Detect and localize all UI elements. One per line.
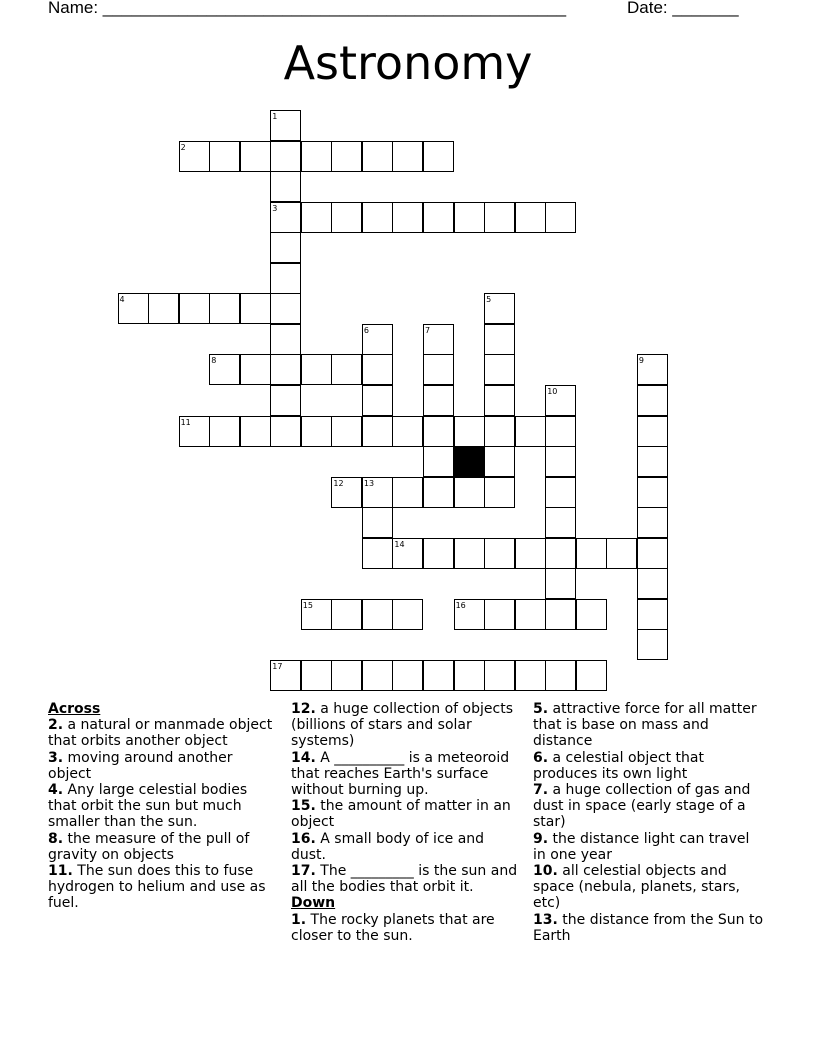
grid-cell[interactable]: [637, 599, 668, 630]
grid-cell[interactable]: [423, 354, 454, 385]
grid-cell[interactable]: [576, 660, 607, 691]
grid-cell[interactable]: [362, 416, 393, 447]
grid-cell[interactable]: [301, 599, 332, 630]
grid-cell[interactable]: [423, 385, 454, 416]
grid-cell[interactable]: [637, 385, 668, 416]
grid-cell[interactable]: [484, 660, 515, 691]
grid-cell[interactable]: [301, 202, 332, 233]
clue-down-1: 1. The rocky planets that are closer to the sun.: [291, 911, 495, 944]
puzzle-title: Astronomy: [283, 36, 533, 90]
grid-cell[interactable]: [331, 141, 362, 172]
grid-cell[interactable]: [515, 660, 546, 691]
grid-cell[interactable]: [454, 660, 485, 691]
clue-number: 10: [547, 386, 558, 396]
clue-number: 17: [272, 661, 283, 671]
grid-cell[interactable]: [270, 141, 301, 172]
grid-cell[interactable]: [484, 538, 515, 569]
grid-cell[interactable]: [545, 477, 576, 508]
clue-down-6: 6. a celestial object that produces its own light: [533, 749, 704, 782]
grid-cell[interactable]: [331, 660, 362, 691]
clues-column-3: [533, 701, 765, 944]
grid-cell[interactable]: [362, 507, 393, 538]
grid-cell[interactable]: [270, 171, 301, 202]
grid-cell[interactable]: [423, 477, 454, 508]
grid-cell[interactable]: [423, 324, 454, 355]
grid-cell[interactable]: [606, 538, 637, 569]
grid-cell[interactable]: [545, 568, 576, 599]
clue-number: 2: [180, 142, 186, 152]
grid-cell[interactable]: [545, 660, 576, 691]
clue-across-12: 12. a huge collection of objects (billions of stars and solar systems): [291, 701, 513, 750]
grid-cell[interactable]: [270, 660, 301, 691]
clue-number: 15: [302, 600, 313, 610]
grid-cell[interactable]: [362, 538, 393, 569]
grid-cell[interactable]: [484, 354, 515, 385]
grid-cell[interactable]: [118, 293, 149, 324]
grid-cell[interactable]: [240, 293, 271, 324]
grid-cell[interactable]: [209, 293, 240, 324]
grid-cell[interactable]: [179, 141, 210, 172]
grid-cell[interactable]: [270, 324, 301, 355]
clue-across-17: 17. The _________ is the sun and all the bodies that orbit it.: [291, 863, 518, 896]
clues-column-2: [291, 701, 523, 944]
clue-number: 6: [363, 325, 369, 335]
grid-cell[interactable]: [515, 416, 546, 447]
clues-column-1: [48, 701, 280, 912]
grid-cell[interactable]: [484, 446, 515, 477]
grid-cell[interactable]: [545, 202, 576, 233]
grid-cell[interactable]: [484, 324, 515, 355]
grid-cell[interactable]: [545, 538, 576, 569]
grid-cell[interactable]: [392, 141, 423, 172]
clue-across-4: 4. Any large celestial bodies that orbit the sun but much smaller than the sun.: [48, 782, 248, 831]
grid-cell[interactable]: [362, 385, 393, 416]
grid-cell[interactable]: [454, 538, 485, 569]
grid-cell[interactable]: [392, 599, 423, 630]
grid-cell[interactable]: [637, 477, 668, 508]
grid-cell[interactable]: [362, 202, 393, 233]
grid-cell[interactable]: [545, 507, 576, 538]
grid-cell[interactable]: [637, 354, 668, 385]
grid-cell[interactable]: [637, 629, 668, 660]
grid-cell[interactable]: [576, 538, 607, 569]
clue-across-14: 14. A __________ is a meteoroid that reaches Earth's surface without burning up.: [291, 749, 510, 799]
grid-cell[interactable]: [515, 202, 546, 233]
date-field[interactable]: Date: _______: [627, 0, 739, 17]
grid-cell[interactable]: [270, 354, 301, 385]
grid-cell[interactable]: [362, 599, 393, 630]
grid-cell[interactable]: [392, 538, 423, 569]
grid-cell[interactable]: [515, 599, 546, 630]
grid-cell[interactable]: [423, 416, 454, 447]
clue-across-2: 2. a natural or manmade object that orbits another object: [48, 717, 273, 750]
clue-across-11: 11. The sun does this to fuse hydrogen to helium and use as fuel.: [48, 863, 266, 912]
grid-cell[interactable]: [392, 202, 423, 233]
grid-cell[interactable]: [179, 416, 210, 447]
grid-cell[interactable]: [637, 538, 668, 569]
grid-cell[interactable]: [240, 354, 271, 385]
grid-cell[interactable]: [148, 293, 179, 324]
grid-cell[interactable]: [484, 416, 515, 447]
grid-cell[interactable]: [301, 416, 332, 447]
grid-cell[interactable]: [179, 293, 210, 324]
grid-cell[interactable]: [331, 354, 362, 385]
clue-down-10: 10. all celestial objects and space (nebula, planets, stars, etc): [533, 863, 740, 912]
clue-number: 9: [638, 356, 644, 366]
grid-cell[interactable]: [545, 385, 576, 416]
clue-number: 3: [272, 203, 278, 213]
down-heading: Down: [291, 895, 336, 912]
grid-cell[interactable]: [423, 538, 454, 569]
grid-cell[interactable]: [454, 599, 485, 630]
clue-number: 5: [486, 295, 492, 305]
grid-cell[interactable]: [484, 293, 515, 324]
grid-cell[interactable]: [637, 446, 668, 477]
grid-cell[interactable]: [637, 568, 668, 599]
grid-cell[interactable]: [270, 232, 301, 263]
grid-cell[interactable]: [270, 293, 301, 324]
grid-cell[interactable]: [392, 477, 423, 508]
grid-cell[interactable]: [270, 385, 301, 416]
grid-cell[interactable]: [331, 202, 362, 233]
grid-cell[interactable]: [545, 416, 576, 447]
clue-number: 4: [119, 295, 125, 305]
grid-cell[interactable]: [545, 446, 576, 477]
grid-cell[interactable]: [331, 416, 362, 447]
clue-number: 11: [180, 417, 191, 427]
grid-cell[interactable]: [637, 507, 668, 538]
grid-cell[interactable]: [484, 202, 515, 233]
grid-cell[interactable]: [454, 202, 485, 233]
grid-cell[interactable]: [331, 477, 362, 508]
grid-cell[interactable]: [454, 416, 485, 447]
name-field[interactable]: Name: _________________________________________________: [48, 0, 567, 17]
grid-cell[interactable]: [240, 416, 271, 447]
grid-cell[interactable]: [270, 416, 301, 447]
grid-cell[interactable]: [484, 477, 515, 508]
clue-number: 14: [394, 539, 405, 549]
grid-cell[interactable]: [209, 354, 240, 385]
grid-cell[interactable]: [484, 599, 515, 630]
clue-number: 7: [425, 325, 431, 335]
clue-down-13: 13. the distance from the Sun to Earth: [533, 911, 764, 944]
grid-cell[interactable]: [209, 416, 240, 447]
clue-number: 1: [272, 112, 278, 121]
grid-cell[interactable]: [209, 141, 240, 172]
grid-cell[interactable]: [423, 202, 454, 233]
grid-cell[interactable]: [362, 660, 393, 691]
black-square: [454, 446, 485, 477]
grid-cell[interactable]: [362, 141, 393, 172]
clue-across-3: 3. moving around another object: [48, 749, 233, 782]
clue-number: 8: [211, 356, 217, 366]
grid-cell[interactable]: [392, 660, 423, 691]
grid-cell[interactable]: [270, 110, 301, 141]
across-heading: Across: [48, 701, 101, 717]
grid-cell[interactable]: [423, 446, 454, 477]
grid-cell[interactable]: [362, 477, 393, 508]
grid-cell[interactable]: [270, 202, 301, 233]
grid-cell[interactable]: [301, 660, 332, 691]
grid-cell[interactable]: [240, 141, 271, 172]
grid-cell[interactable]: [423, 141, 454, 172]
clue-across-16: 16. A small body of ice and dust.: [291, 830, 485, 863]
grid-cell[interactable]: [545, 599, 576, 630]
clue-across-8: 8. the measure of the pull of gravity on objects: [48, 830, 250, 863]
grid-cell[interactable]: [454, 477, 485, 508]
clue-across-15: 15. the amount of matter in an object: [291, 798, 511, 831]
grid-cell[interactable]: [576, 599, 607, 630]
clue-down-5: 5. attractive force for all matter that is base on mass and distance: [533, 701, 757, 750]
grid-cell[interactable]: [515, 538, 546, 569]
clue-number: 12: [333, 478, 344, 488]
grid-cell[interactable]: [301, 141, 332, 172]
clue-down-7: 7. a huge collection of gas and dust in space (early stage of a star): [533, 782, 751, 831]
grid-cell[interactable]: [423, 660, 454, 691]
grid-cell[interactable]: [637, 416, 668, 447]
grid-cell[interactable]: [301, 354, 332, 385]
clue-number: 13: [363, 478, 375, 488]
clue-down-9: 9. the distance light can travel in one year: [533, 830, 750, 863]
grid-cell[interactable]: [484, 385, 515, 416]
grid-cell[interactable]: [392, 416, 423, 447]
clue-number: 16: [455, 600, 466, 610]
grid-cell[interactable]: [270, 263, 301, 294]
grid-cell[interactable]: [362, 354, 393, 385]
grid-cell[interactable]: [331, 599, 362, 630]
grid-cell[interactable]: [362, 324, 393, 355]
